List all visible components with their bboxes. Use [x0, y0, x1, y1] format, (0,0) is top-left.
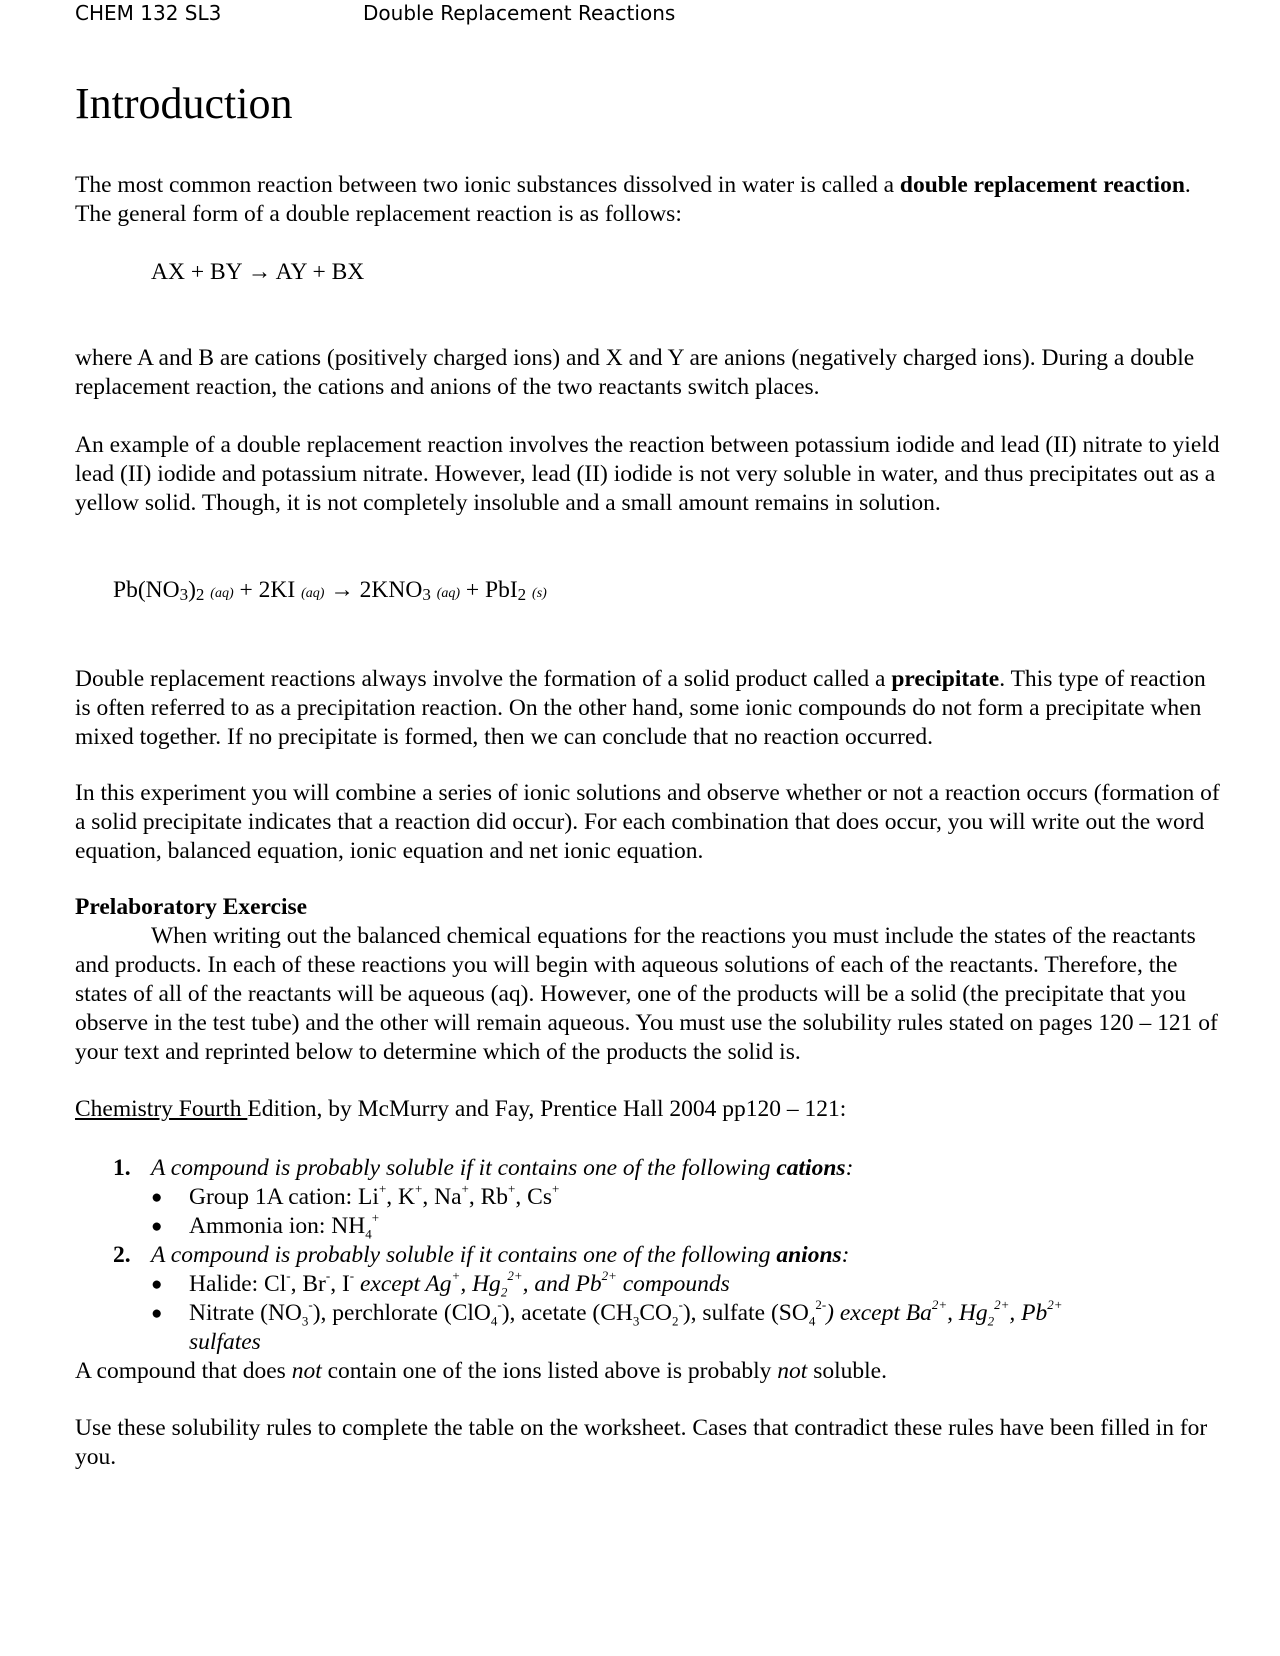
superscript: 2+	[507, 1268, 523, 1284]
rule-1-bullet-group1a	[75, 1183, 1225, 1212]
book-title: Chemistry Fourth	[75, 1096, 248, 1122]
bullet-icon: ●	[151, 1274, 163, 1295]
superscript: -	[325, 1268, 331, 1284]
superscript: -	[286, 1268, 291, 1284]
section-heading: Introduction	[75, 79, 293, 128]
formula-part: + 2KI	[239, 577, 296, 603]
bullet-text	[189, 1183, 559, 1212]
paragraph-precipitate	[75, 665, 1225, 752]
paragraph-cations-anions: where A and B are cations (positively charged ions) and X and Y are anions (negatively charged ions). During a double replacement reaction, the cations and anions of the two reactants switch places.	[75, 345, 1195, 400]
subscript: 3	[301, 1313, 309, 1329]
text: , Na	[422, 1184, 462, 1210]
text: Edition, by McMurry and Fay, Prentice Hall 2004 pp120 – 121:	[247, 1096, 847, 1122]
list-number: 2.	[113, 1242, 131, 1268]
text: A compound that does	[75, 1358, 292, 1384]
text: :	[845, 1155, 854, 1181]
paragraph-intro	[75, 171, 1225, 229]
formula-part: → 2KNO	[330, 577, 423, 603]
example-equation	[113, 576, 547, 608]
rule-text	[151, 1241, 850, 1270]
text: ), acetate (CH	[501, 1300, 633, 1326]
state-label: (aq)	[301, 586, 325, 601]
subscript: 3	[422, 585, 431, 604]
rule-2-bullet-halide	[75, 1270, 1225, 1299]
rule-1-bullet-ammonia	[75, 1212, 1225, 1241]
bullet-text	[189, 1212, 379, 1241]
text: :	[841, 1242, 850, 1268]
bullet-text	[189, 1270, 730, 1299]
text: , Br	[290, 1271, 326, 1297]
formula-part: )	[188, 577, 196, 603]
prelab-body	[75, 922, 1225, 1067]
text: CO	[639, 1300, 673, 1326]
text: , Hg	[460, 1271, 501, 1297]
text: contain one of the ions listed above is probably	[321, 1358, 778, 1384]
text: ), perchlorate (ClO	[312, 1300, 491, 1326]
text: , I	[330, 1271, 350, 1297]
text: . This type of reaction is often referred to as a precipitation reaction. On the other hand, some ionic compounds do not form a precipitate when mixed together. If no precipitate is formed, then we can conclude that no reaction occurred.	[75, 666, 1206, 750]
exceptions	[354, 1268, 730, 1300]
text: Double replacement reactions always involve the formation of a solid product called a	[75, 666, 892, 692]
text: A compound is probably soluble if it contains one of the following	[151, 1242, 777, 1268]
subscript: 2	[195, 585, 205, 604]
paragraph-instructions: Use these solubility rules to complete the table on the worksheet. Cases that contradict these rules have been filled in for you.	[75, 1415, 1208, 1470]
superscript: +	[415, 1181, 423, 1197]
text: , Cs	[515, 1184, 552, 1210]
superscript: +	[461, 1181, 469, 1197]
rule-2-bullet-sulfates	[75, 1328, 1225, 1357]
subscript: 3	[179, 585, 189, 604]
text: ), sulfate (SO	[682, 1300, 809, 1326]
text: , Rb	[468, 1184, 509, 1210]
bullet-icon: ●	[151, 1187, 163, 1208]
term-double-replacement: double replacement reaction	[899, 172, 1185, 198]
superscript: +	[371, 1210, 380, 1226]
superscript: +	[508, 1181, 516, 1197]
superscript: -	[497, 1297, 502, 1313]
subscript: 4	[365, 1226, 372, 1242]
subscript: 2	[500, 1284, 508, 1300]
page-header	[75, 0, 1225, 28]
text: Group 1A cation: Li	[189, 1184, 379, 1210]
emphasis: not	[777, 1358, 808, 1384]
superscript: 2+	[994, 1297, 1010, 1313]
subscript: 2	[987, 1313, 995, 1329]
state-label: (aq)	[210, 586, 234, 601]
exceptions	[826, 1297, 1063, 1329]
citation	[75, 1095, 1225, 1124]
general-equation: AX + BY → AY + BX	[151, 259, 365, 285]
bullet-text	[189, 1299, 1063, 1328]
state-label: (s)	[532, 586, 547, 601]
term-cations: cations	[776, 1155, 846, 1181]
term-precipitate: precipitate	[891, 666, 1000, 692]
superscript: -	[678, 1297, 683, 1313]
not-soluble-note	[75, 1357, 1225, 1386]
text: , and Pb	[522, 1271, 602, 1297]
text: , K	[386, 1184, 416, 1210]
solubility-rules	[75, 1154, 1225, 1357]
subscript: 4	[808, 1313, 816, 1329]
text: Nitrate (NO	[189, 1300, 302, 1326]
superscript: 2+	[601, 1268, 617, 1284]
text: Ammonia ion: NH	[189, 1213, 366, 1239]
text: sulfates	[189, 1329, 261, 1355]
subscript: 2	[517, 585, 527, 604]
list-number: 1.	[113, 1155, 131, 1181]
paragraph-experiment: In this experiment you will combine a series of ionic solutions and observe whether or not a reaction occurs (formation of a solid precipitate indicates that a reaction did occur). For each combination that does occur, you will write out the word equation, balanced equation, ionic equation and net ionic equation.	[75, 780, 1220, 864]
rule-text	[151, 1154, 853, 1183]
text: soluble.	[807, 1358, 887, 1384]
subscript: 4	[490, 1313, 498, 1329]
text: compounds	[616, 1271, 730, 1297]
superscript: +	[551, 1181, 560, 1197]
formula-part: + PbI	[465, 577, 518, 603]
subscript: 2	[672, 1313, 679, 1329]
text: The most common reaction between two ionic substances dissolved in water is called a	[75, 172, 900, 198]
course-code: CHEM 132 SL3	[75, 1, 222, 25]
superscript: 2-	[815, 1297, 827, 1313]
text: ) except Ba	[826, 1300, 932, 1326]
text: except Ag	[354, 1271, 452, 1297]
rule-1	[75, 1154, 1225, 1183]
superscript: 2+	[1047, 1297, 1063, 1313]
superscript: +	[378, 1181, 387, 1197]
text: A compound is probably soluble if it contains one of the following	[151, 1155, 777, 1181]
prelab-heading: Prelaboratory Exercise	[75, 894, 308, 920]
emphasis: not	[291, 1358, 322, 1384]
document-title: Double Replacement Reactions	[363, 1, 676, 25]
superscript: 2+	[931, 1297, 948, 1313]
formula-part: Pb(NO	[113, 577, 180, 603]
rule-2-bullet-nitrate	[75, 1299, 1225, 1328]
subscript: 3	[632, 1313, 640, 1329]
text: , Hg	[947, 1300, 988, 1326]
text: When writing out the balanced chemical equations for the reactions you must include the states of the reactants and products. In each of these reactions you will begin with aqueous solutions of each of the reactants. Therefore, the states of all of the reactants will be aqueous (aq). However, one of the products will be a solid (the precipitate that you observe in the test tube) and the other will remain aqueous. You must use the solubility rules stated on pages 120 – 121 of your text and reprinted below to determine which of the products the solid is.	[75, 923, 1218, 1065]
term-anions: anions	[776, 1242, 842, 1268]
text: . The general form of a double replacement reaction is as follows:	[75, 172, 1191, 227]
state-label: (aq)	[436, 586, 461, 601]
paragraph-example: An example of a double replacement reaction involves the reaction between potassium iodide and lead (II) nitrate to yield lead (II) iodide and potassium nitrate. However, lead (II) iodide is not very soluble in water, and thus precipitates out as a yellow solid. Though, it is not completely insoluble and a small amount remains in solution.	[75, 432, 1220, 516]
bullet-icon: ●	[151, 1216, 163, 1237]
text: Halide: Cl	[189, 1271, 287, 1297]
rule-2	[75, 1241, 1225, 1270]
superscript: -	[308, 1297, 313, 1313]
prelab-title	[75, 893, 1225, 922]
text: , Pb	[1009, 1300, 1048, 1326]
superscript: -	[349, 1268, 355, 1284]
superscript: +	[451, 1268, 461, 1284]
bullet-icon: ●	[151, 1303, 163, 1324]
